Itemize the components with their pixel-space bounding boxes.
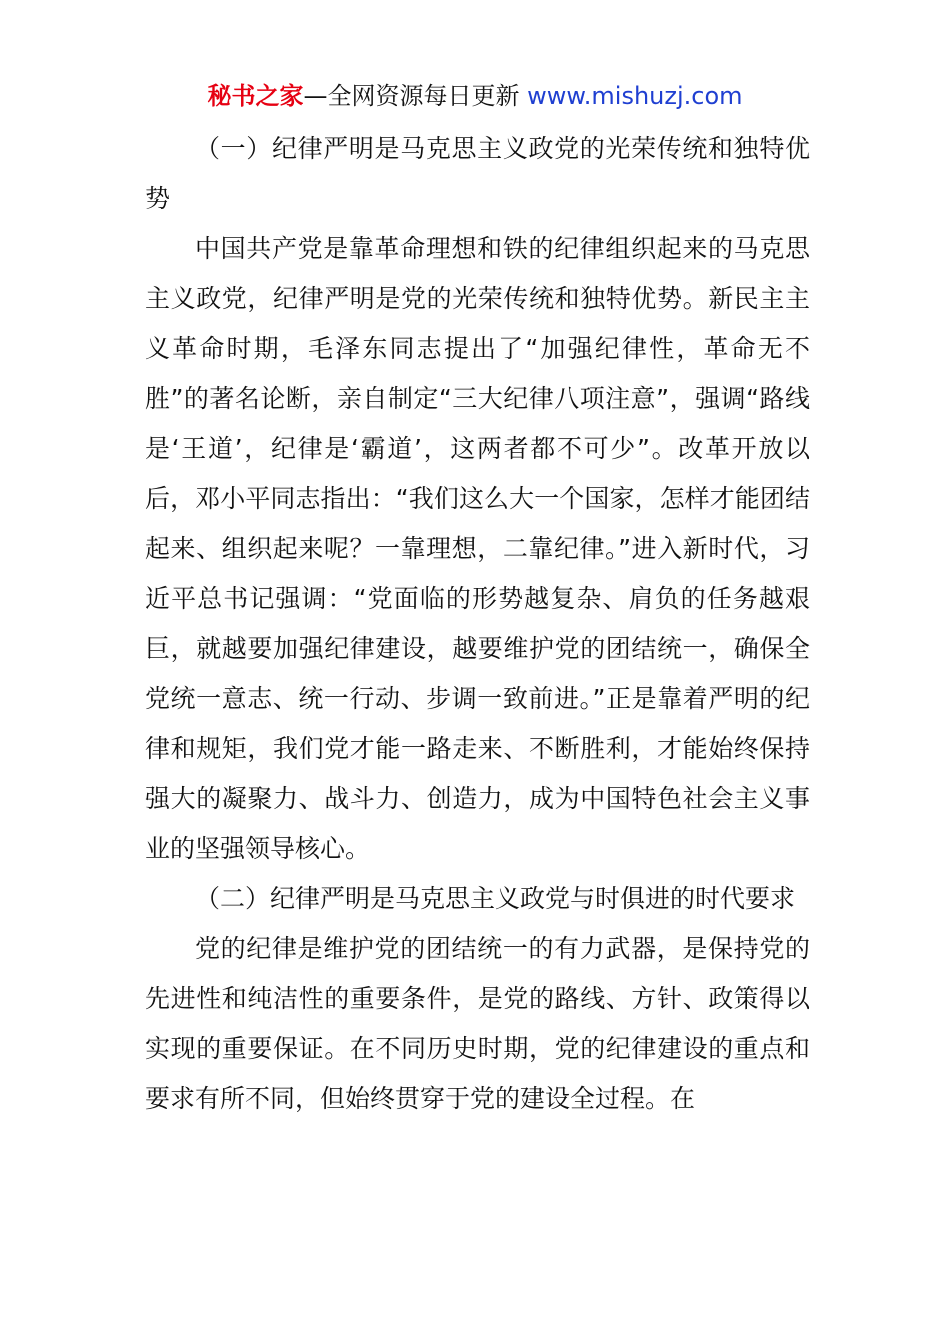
body-paragraph-2: 党的纪律是维护党的团结统一的有力武器，是保持党的先进性和纯洁性的重要条件，是党的路线、方针、政策得以实现的重要保证。在不同历史时期，党的纪律建设的重点和要求有所不同，但始终贯穿于党的建设全过程。在 [145,934,810,1113]
site-tagline: —全网资源每日更新 [303,82,528,110]
document-body [145,124,810,1124]
section-heading-2: （二）纪律严明是马克思主义政党与时俱进的时代要求 [195,884,796,913]
section-heading-1: （一）纪律严明是马克思主义政党的光荣传统和独特优势 [145,134,810,213]
site-url[interactable]: www.mishuzj.com [527,82,743,110]
site-brand: 秘书之家 [207,82,304,110]
site-header [0,80,950,112]
body-paragraph-1: 中国共产党是靠革命理想和铁的纪律组织起来的马克思主义政党，纪律严明是党的光荣传统和独特优势。新民主主义革命时期，毛泽东同志提出了“加强纪律性，革命无不胜”的著名论断，亲自制定“三大纪律八项注意”，强调“路线是‘王道’，纪律是‘霸道’，这两者都不可少”。改革开放以后，邓小平同志指出：“我们这么大一个国家，怎样才能团结起来、组织起来呢？一靠理想，二靠纪律。”进入新时代，习近平总书记强调：“党面临的形势越复杂、肩负的任务越艰巨，就越要加强纪律建设，越要维护党的团结统一，确保全党统一意志、统一行动、步调一致前进。”正是靠着严明的纪律和规矩，我们党才能一路走来、不断胜利，才能始终保持强大的凝聚力、战斗力、创造力，成为中国特色社会主义事业的坚强领导核心。 [145,234,810,863]
